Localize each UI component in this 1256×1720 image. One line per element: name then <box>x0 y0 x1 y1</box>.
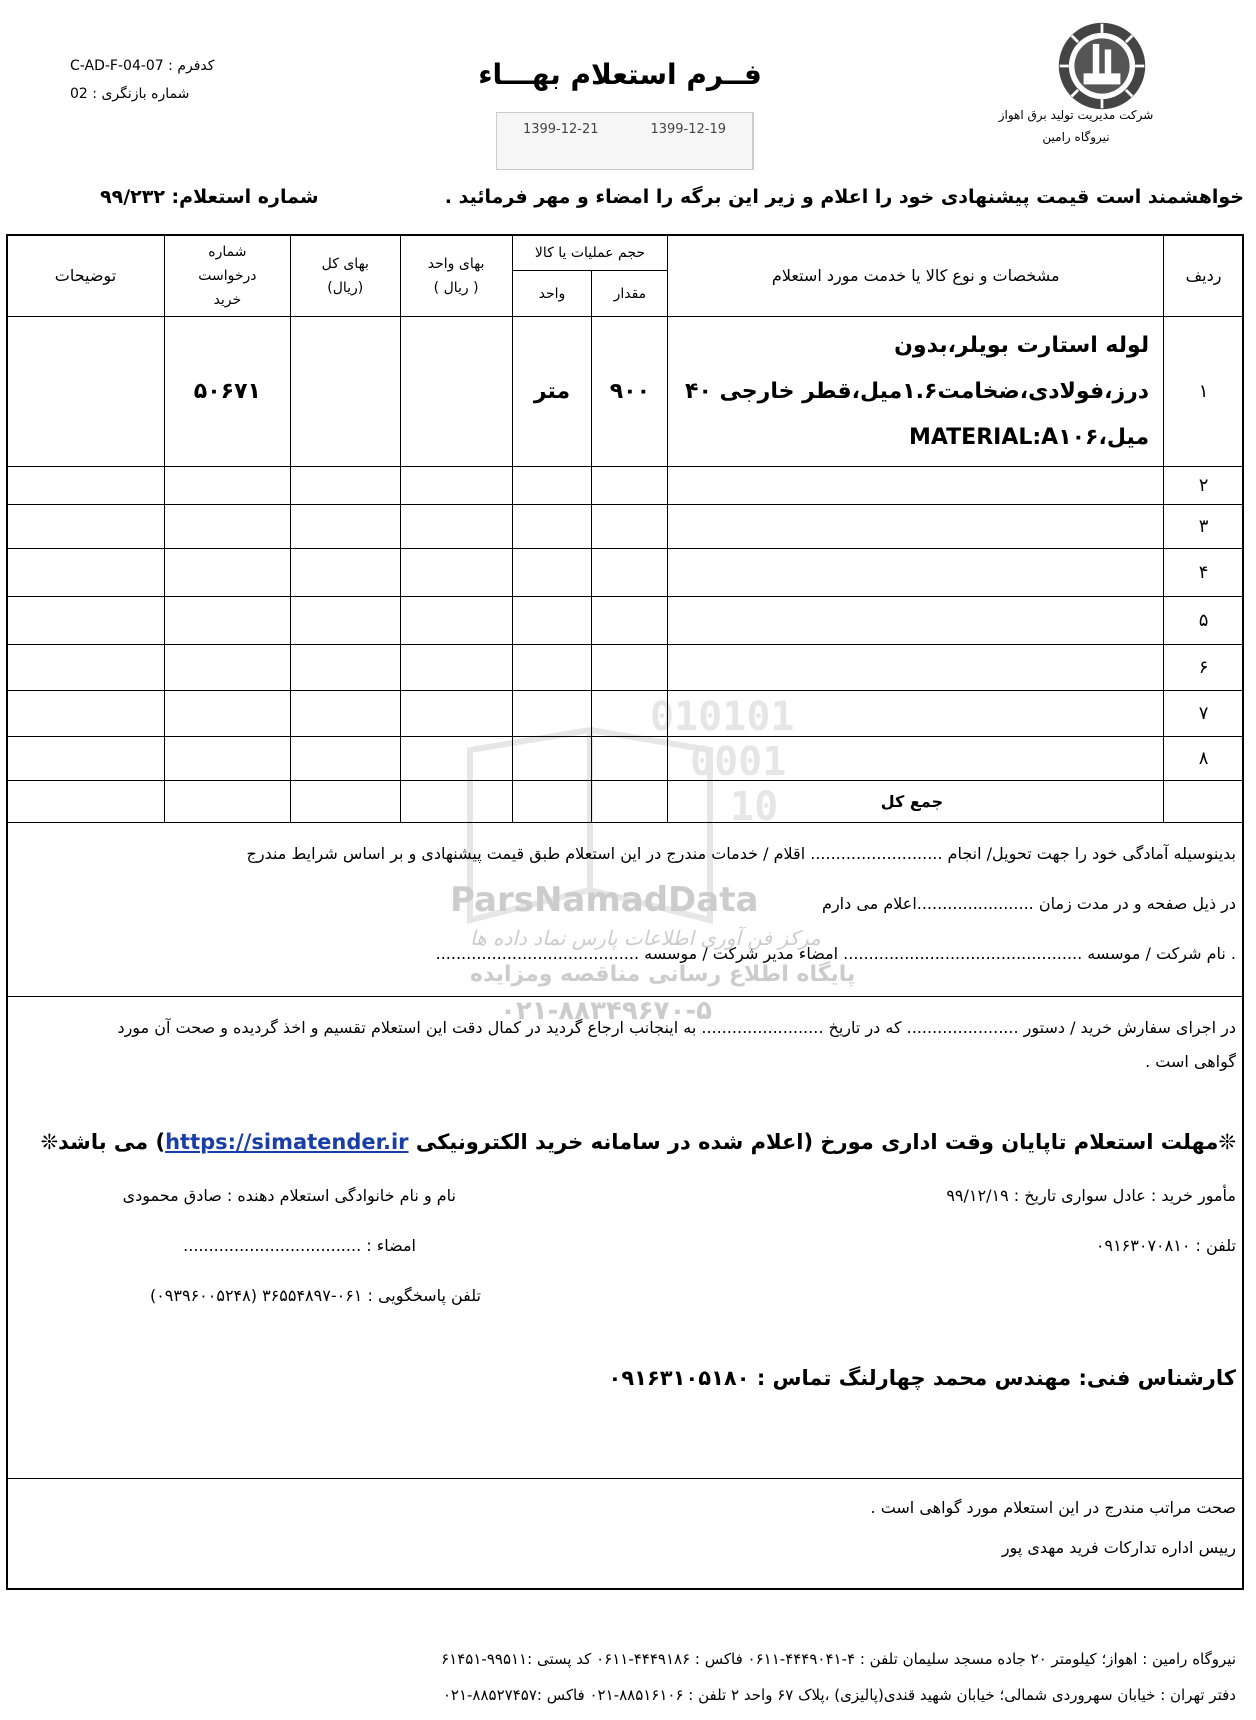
answer-phone: تلفن پاسخگویی : ۰۶۱-۳۶۵۵۴۸۹۷ (۰۹۳۹۶۰۰۵۲۴۸) <box>149 1286 481 1305</box>
inquiry-number: شماره استعلام: ۹۹/۲۳۲ <box>100 186 319 208</box>
item-unit-price[interactable] <box>400 317 512 467</box>
total-price-sub: (ریال) <box>327 279 364 296</box>
revision-value: 02 <box>70 86 88 102</box>
header-row: ردیف <box>1164 235 1244 317</box>
request-text: خواهشمند است قیمت پیشنهادی خود را اعلام و زیر این برگه را امضاء و مهر فرمائید . <box>444 186 1244 208</box>
table-row <box>7 467 1244 505</box>
form-codes <box>70 52 270 108</box>
svg-text:10: 10 <box>730 784 779 830</box>
plant-name: نیروگاه رامین <box>1042 130 1110 144</box>
header-notes: توضیحات <box>7 235 165 317</box>
item-qty: ۹۰۰ <box>592 317 668 467</box>
approval-line1: صحت مراتب مندرج در این استعلام مورد گواهی است . <box>870 1498 1236 1517</box>
row-number: ۳ <box>1164 505 1244 549</box>
footer-address-plant: نیروگاه رامین : اهواز؛ کیلومتر ۲۰ جاده مسجد سلیمان تلفن : ۴-۴۴۴۹۰۴۱-۰۶۱۱ فاکس : ۴۴۴۹۱۸۶-۰۶۱۱ کد پستی :۹۹۵۱۱-۶۱۴۵۱ <box>441 1650 1236 1668</box>
svg-text:0001: 0001 <box>690 739 787 785</box>
execution-line2: گواهی است . <box>1145 1052 1236 1071</box>
header-unit: واحد <box>512 271 592 317</box>
simatender-link[interactable]: https://simatender.ir <box>165 1130 409 1154</box>
watermark-line1: مرکز فن آوری اطلاعات پارس نماد داده ها <box>470 926 821 950</box>
divider <box>6 996 1244 997</box>
company-info <box>966 104 1186 148</box>
watermark-line2: پایگاه اطلاع رسانی مناقصه ومزایده <box>470 962 856 987</box>
row-number: ۸ <box>1164 737 1244 781</box>
desc-line2: درز،فولادی،ضخامت۱.۶میل،قطر خارجی ۴۰ <box>685 378 1150 404</box>
item-description <box>668 317 1164 467</box>
table-row <box>7 505 1244 549</box>
row-number: ۷ <box>1164 691 1244 737</box>
date-box <box>496 112 754 170</box>
total-label: جمع کل <box>668 781 1164 823</box>
header-request-no: شماره درخواست خرید <box>164 235 290 317</box>
deadline-text-after: ) می باشد❊ <box>40 1130 166 1154</box>
company-logo <box>1056 20 1148 112</box>
table-row <box>7 317 1244 467</box>
declaration-line1: بدینوسیله آمادگی خود را جهت تحویل/ انجام .......................... اقلام / خدمات مندرج در این استعلام طبق قیمت پیشنهادی و بر اساس شرایط مندرج <box>246 844 1236 863</box>
row-number: ۱ <box>1164 317 1244 467</box>
table-row <box>7 691 1244 737</box>
watermark-phone: ۰۲۱-۸۸۳۴۹۶۷۰-۵ <box>500 996 713 1026</box>
buyer-phone: تلفن : ۰۹۱۶۳۰۷۰۸۱۰ <box>1095 1236 1236 1255</box>
desc-line3: میل،MATERIAL:A۱۰۶ <box>908 424 1150 450</box>
header-volume: حجم عملیات یا کالا <box>512 235 668 271</box>
total-price-label: بهای کل <box>321 255 369 272</box>
inquirer-name: نام و نام خانوادگی استعلام دهنده : صادق محمودی <box>122 1186 456 1205</box>
deadline-text-before: ❊مهلت استعلام تاپایان وقت اداری مورخ (اعلام شده در سامانه خرید الکترونیکی <box>408 1130 1236 1154</box>
table-row <box>7 597 1244 645</box>
technical-expert: کارشناس فنی: مهندس محمد چهارلنگ تماس : ۰۹۱۶۳۱۰۵۱۸۰ <box>608 1366 1236 1390</box>
date-end: 1399-12-21 <box>522 122 599 137</box>
deadline-notice <box>40 1130 1236 1154</box>
declaration-line2: در ذیل صفحه و در مدت زمان .......................اعلام می دارم <box>822 894 1236 913</box>
header-spec: مشخصات و نوع کالا یا خدمت مورد استعلام <box>668 235 1164 317</box>
buyer-info: مأمور خرید : عادل سواری تاریخ : ۹۹/۱۲/۱۹ <box>946 1186 1236 1205</box>
form-title: فــرم استعلام بهـــاء <box>478 58 762 91</box>
divider <box>6 1478 1244 1479</box>
row-number: ۴ <box>1164 549 1244 597</box>
header-qty: مقدار <box>592 271 668 317</box>
unit-price-sub: ( ریال ) <box>433 279 479 296</box>
inquirer-signature: امضاء : ................................... <box>183 1236 416 1255</box>
row-number: ۶ <box>1164 645 1244 691</box>
watermark-brand: ParsNamadData <box>450 880 759 920</box>
item-notes[interactable] <box>7 317 165 467</box>
table-row <box>7 645 1244 691</box>
row-number: ۲ <box>1164 467 1244 505</box>
row-number: ۵ <box>1164 597 1244 645</box>
form-code-value: C-AD-F-04-07 <box>70 58 164 74</box>
desc-line1: لوله استارت بویلر،بدون <box>894 332 1150 358</box>
declaration-line3: . نام شرکت / موسسه ............................................... امضاء مدیر شرکت / موسسه ........................................ <box>435 944 1236 963</box>
date-start: 1399-12-19 <box>625 113 754 169</box>
table-row <box>7 737 1244 781</box>
form-code-label: کدفرم : <box>168 58 215 74</box>
item-total-price[interactable] <box>290 317 400 467</box>
revision-label: شماره بازنگری : <box>92 86 190 102</box>
item-request-no: ۵۰۶۷۱ <box>164 317 290 467</box>
svg-text:010101: 010101 <box>650 694 795 740</box>
footer-address-tehran: دفتر تهران : خیابان سهروردی شمالی؛ خیابان شهید قندی(پالیزی) ،پلاک ۶۷ واحد ۲ تلفن : ۸۸۵۱۶۱۰۶-۰۲۱ فاکس :۸۸۵۲۷۴۵۷-۰۲۱ <box>442 1686 1236 1704</box>
header-unit-price <box>400 235 512 317</box>
unit-price-label: بهای واحد <box>427 255 485 272</box>
table-row <box>7 549 1244 597</box>
inquiry-table <box>6 234 1244 823</box>
header-total-price <box>290 235 400 317</box>
approval-line2: رییس اداره تدارکات فرید مهدی پور <box>1001 1538 1236 1557</box>
item-unit: متر <box>512 317 592 467</box>
company-name: شرکت مدیریت تولید برق اهواز <box>998 108 1154 122</box>
execution-line1: در اجرای سفارش خرید / دستور ...................... که در تاریخ ........................ به اینجانب ارجاع گردید در کمال دقت این استعلام تقسیم و اخذ گردیده و صحت آن مورد <box>117 1018 1236 1037</box>
total-row <box>7 781 1244 823</box>
